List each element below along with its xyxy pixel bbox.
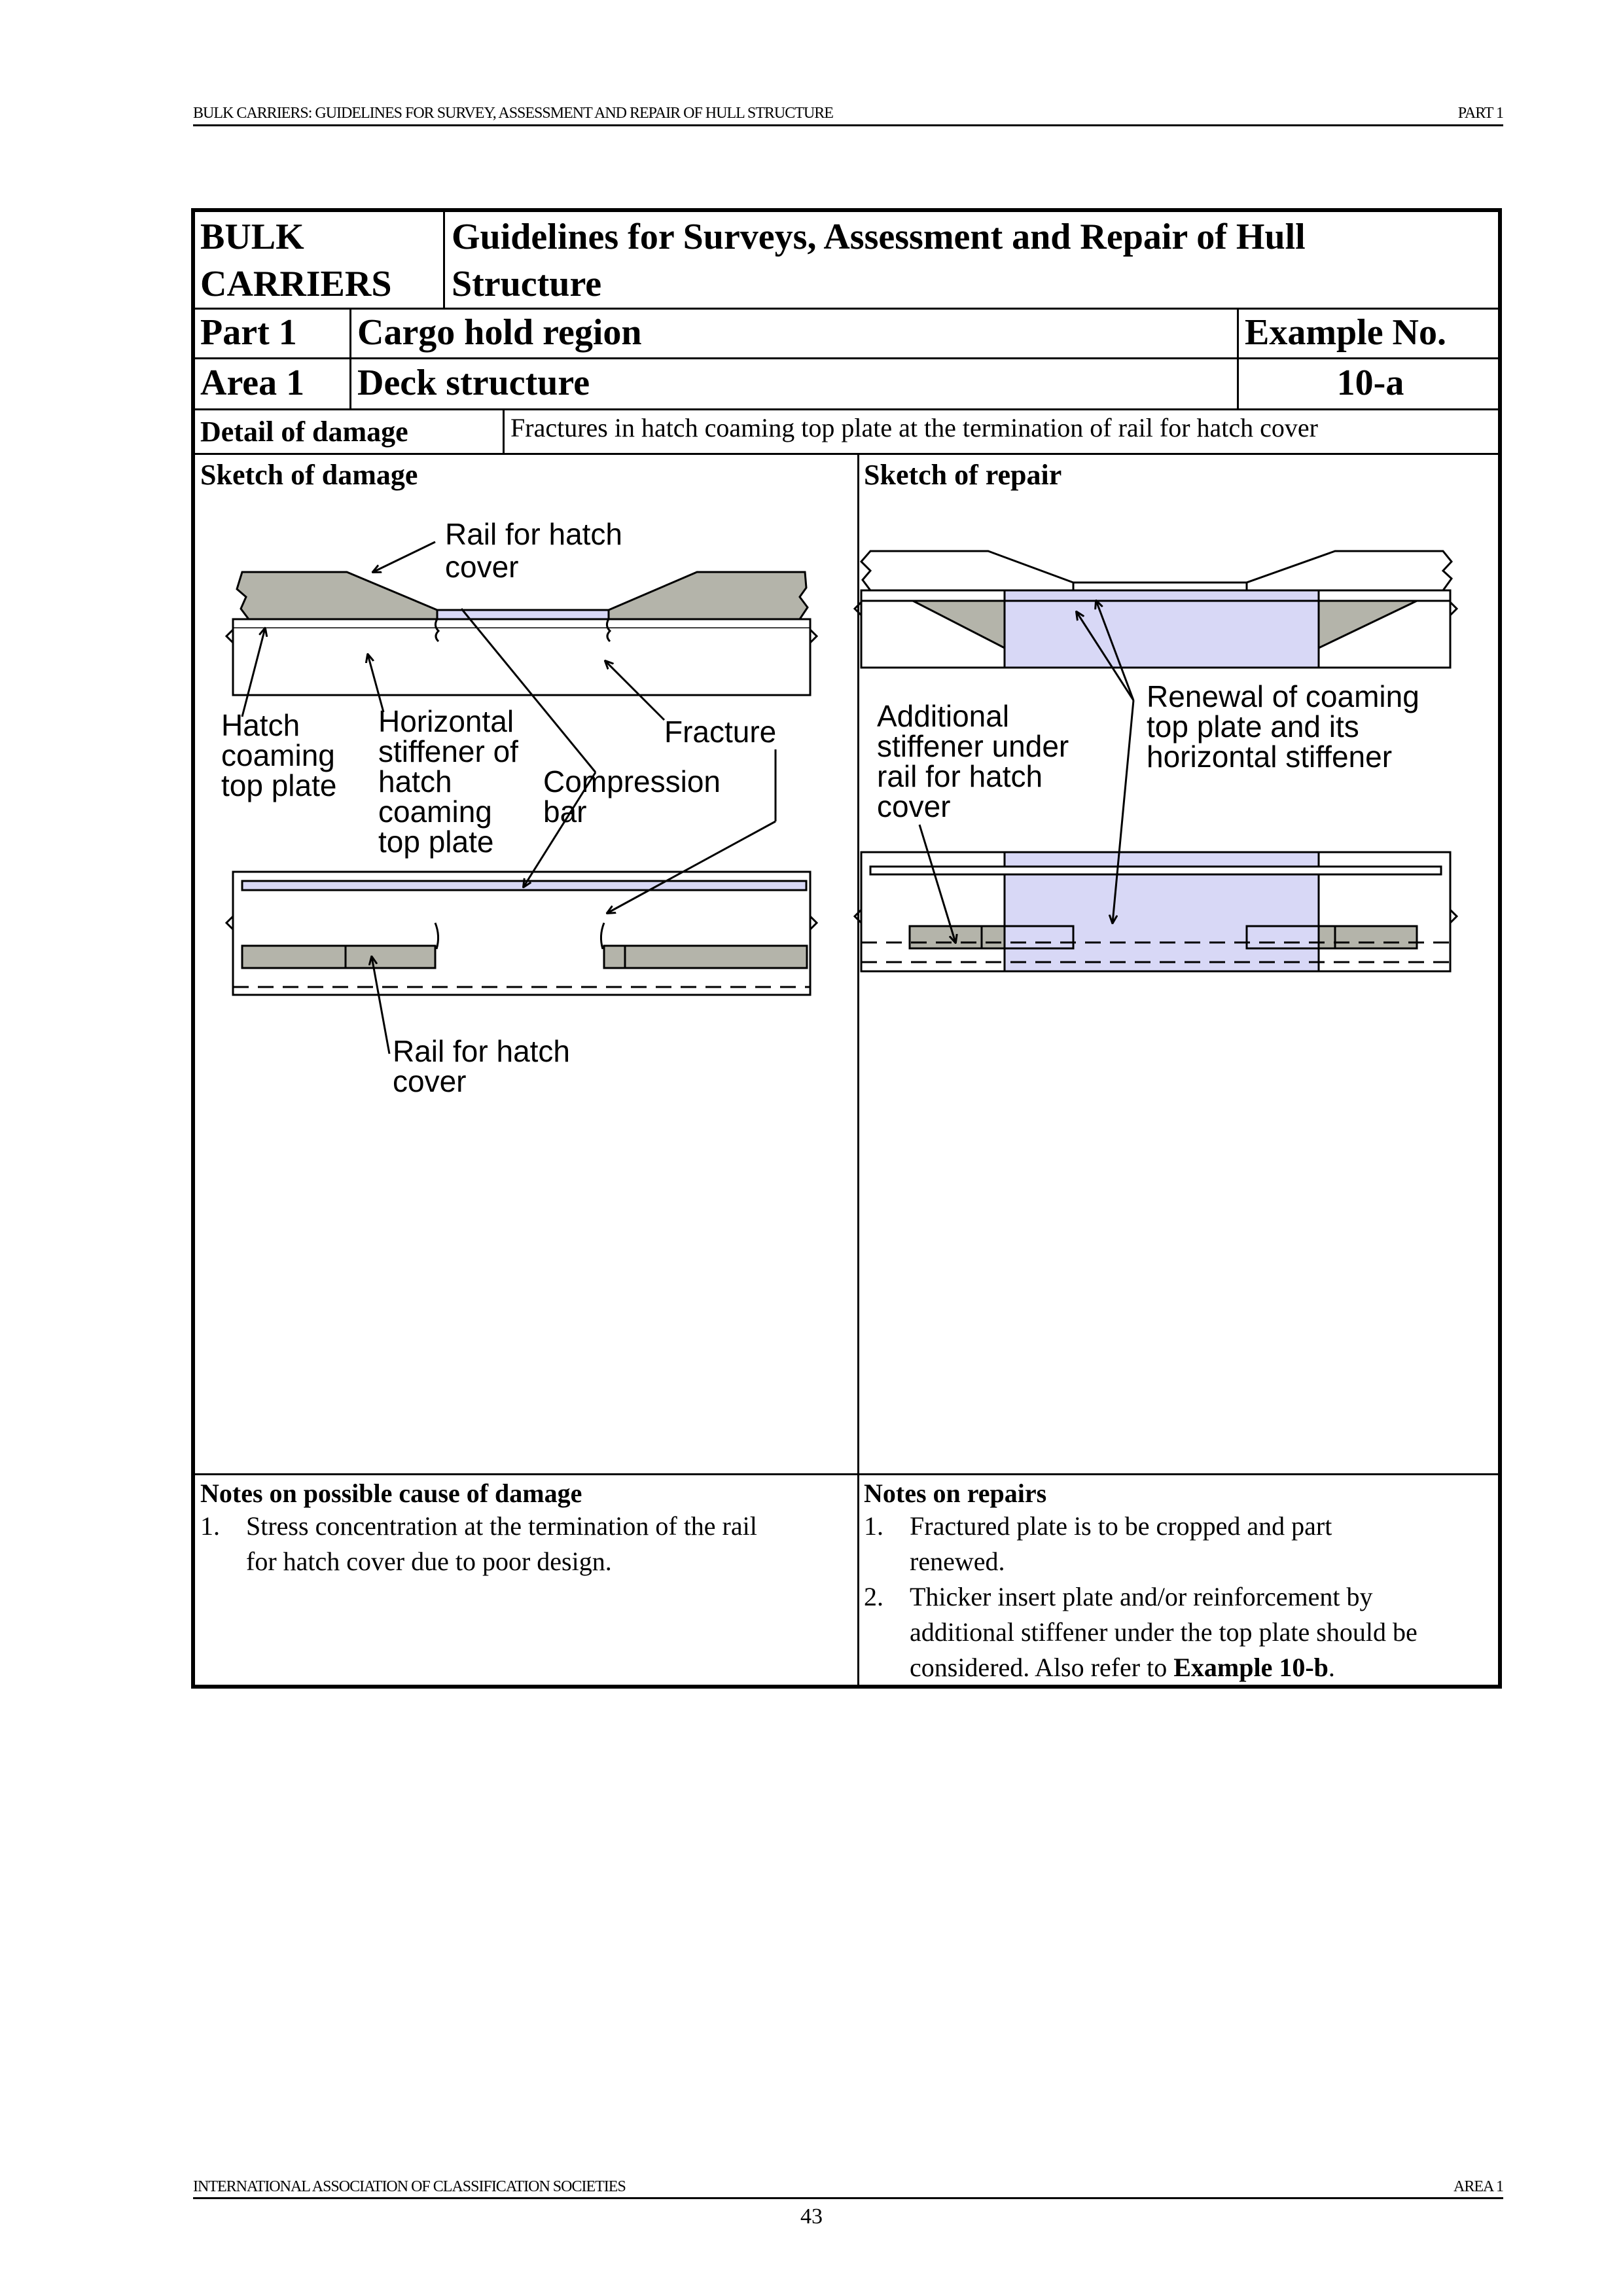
part-value: Cargo hold region	[357, 312, 642, 353]
area-value: Deck structure	[357, 363, 590, 403]
label-hatch-coaming: coaming	[221, 738, 335, 772]
note-text: .	[1328, 1653, 1335, 1682]
page-number: 43	[800, 2204, 823, 2229]
note-line: Stress concentration at the termination of the rail	[246, 1511, 757, 1541]
example-number: 10-a	[1336, 363, 1404, 403]
note-text: considered. Also refer to	[910, 1653, 1174, 1682]
note-line: for hatch cover due to poor design.	[246, 1547, 612, 1576]
label-additional-stiffener: Additional	[877, 699, 1010, 733]
note-number: 2.	[864, 1582, 883, 1611]
label-rail-bottom: Rail for hatch	[393, 1034, 571, 1068]
label-rail-top: cover	[445, 550, 519, 584]
label-compression-bar: bar	[543, 795, 587, 829]
additional-stiffener-right	[1319, 601, 1417, 648]
label-horizontal-stiffener: top plate	[378, 825, 494, 859]
coaming-web	[233, 628, 810, 695]
label-additional-stiffener: stiffener under	[877, 729, 1069, 763]
note-line: Fractured plate is to be cropped and part	[910, 1511, 1332, 1541]
sketch-repair-heading: Sketch of repair	[864, 459, 1062, 491]
rail-plan-right	[604, 946, 807, 968]
label-horizontal-stiffener: hatch	[378, 764, 452, 798]
detail-value: Fractures in hatch coaming top plate at the termination of rail for hatch cover	[510, 413, 1318, 442]
top-plate	[233, 619, 810, 628]
part-label: Part 1	[200, 312, 297, 353]
label-renewal: horizontal stiffener	[1147, 740, 1393, 774]
document-title-line1: Guidelines for Surveys, Assessment and Repair of Hull	[452, 217, 1306, 257]
rail-left	[237, 572, 437, 619]
rail-right	[609, 572, 808, 619]
note-number: 1.	[864, 1511, 883, 1541]
label-additional-stiffener: cover	[877, 789, 951, 823]
label-renewal: Renewal of coaming	[1147, 679, 1419, 713]
running-footer-org: INTERNATIONAL ASSOCIATION OF CLASSIFICATION SOCIETIES	[193, 2178, 626, 2195]
sketch-damage-heading: Sketch of damage	[200, 459, 418, 491]
example-label: Example No.	[1245, 312, 1446, 353]
label-horizontal-stiffener: stiffener of	[378, 734, 518, 768]
note-line: additional stiffener under the top plate should be	[910, 1617, 1418, 1647]
note-line: Thicker insert plate and/or reinforcement by	[910, 1582, 1373, 1611]
damage-sketch-plan-view	[226, 872, 817, 995]
repair-sketch-plan-view	[855, 852, 1457, 971]
document-title-line2: Structure	[452, 264, 602, 304]
label-rail-top: Rail for hatch	[445, 517, 623, 551]
note-number: 1.	[200, 1511, 220, 1541]
label-compression-bar: Compression	[543, 764, 721, 798]
label-hatch-coaming: Hatch	[221, 708, 300, 742]
label-rail-bottom: cover	[393, 1064, 467, 1098]
org-name-line1: BULK	[200, 217, 304, 257]
rail-plan-right-repair	[1319, 926, 1417, 948]
notes-repair-heading: Notes on repairs	[864, 1479, 1047, 1508]
notes-cause-heading: Notes on possible cause of damage	[200, 1479, 582, 1508]
rail-plan-left-repair	[910, 926, 1005, 948]
damage-sketch-section-view	[226, 572, 817, 695]
rail-plan-left	[242, 946, 435, 968]
note-line: renewed.	[910, 1547, 1005, 1576]
renewal-insert	[1005, 590, 1319, 668]
label-additional-stiffener: rail for hatch	[877, 759, 1043, 793]
footer-rule	[193, 2197, 1503, 2199]
example-reference: Example 10-b	[1173, 1653, 1329, 1682]
running-header-part: PART 1	[1457, 105, 1503, 122]
detail-label: Detail of damage	[200, 416, 408, 448]
label-hatch-coaming: top plate	[221, 768, 337, 802]
running-header-title: BULK CARRIERS: GUIDELINES FOR SURVEY, ASSESSMENT AND REPAIR OF HULL STRUCTURE	[193, 105, 833, 122]
label-horizontal-stiffener: Horizontal	[378, 704, 514, 738]
label-renewal: top plate and its	[1147, 709, 1359, 744]
additional-stiffener-left	[913, 601, 1005, 648]
area-label: Area 1	[200, 363, 305, 403]
org-name-line2: CARRIERS	[200, 264, 392, 304]
repair-labels	[877, 679, 1419, 823]
repair-sketch-section-view	[855, 551, 1457, 668]
label-horizontal-stiffener: coaming	[378, 795, 492, 829]
running-footer-area: AREA 1	[1453, 2178, 1503, 2195]
label-fracture: Fracture	[664, 715, 777, 749]
